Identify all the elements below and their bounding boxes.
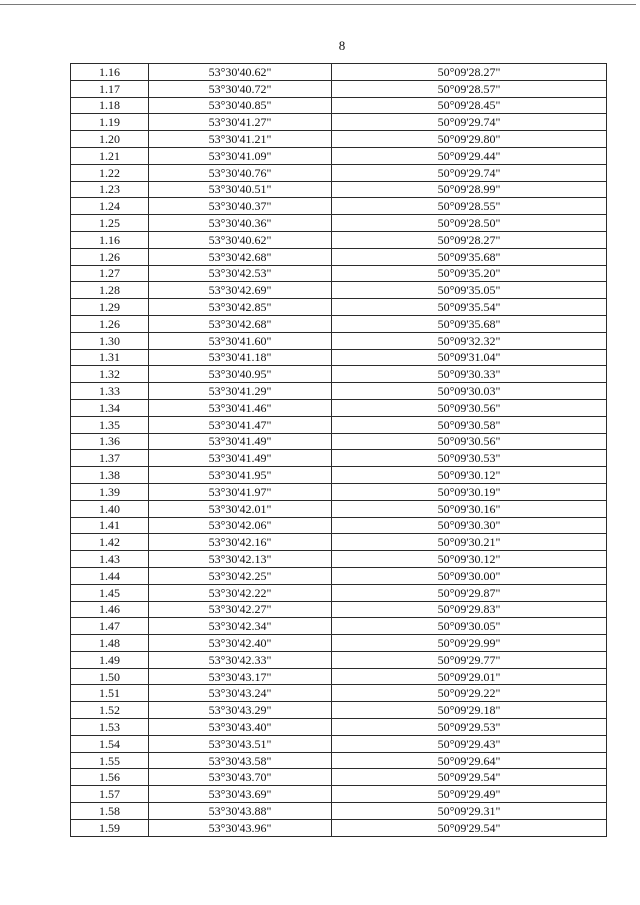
latitude-cell: 53°30'41.49" — [149, 450, 332, 467]
point-number-cell: 1.50 — [71, 668, 149, 685]
longitude-cell: 50°09'30.53" — [332, 450, 607, 467]
table-row — [71, 668, 607, 685]
latitude-cell: 53°30'41.29" — [149, 383, 332, 400]
longitude-cell: 50°09'29.54" — [332, 819, 607, 836]
longitude-cell: 50°09'30.00" — [332, 567, 607, 584]
point-number-cell: 1.26 — [71, 315, 149, 332]
latitude-cell: 53°30'40.72" — [149, 80, 332, 97]
longitude-cell: 50°09'29.43" — [332, 735, 607, 752]
latitude-cell: 53°30'42.25" — [149, 567, 332, 584]
table-row — [71, 719, 607, 736]
longitude-cell: 50°09'35.20" — [332, 265, 607, 282]
longitude-cell: 50°09'30.03" — [332, 383, 607, 400]
point-number-cell: 1.17 — [71, 80, 149, 97]
table-row — [71, 64, 607, 81]
longitude-cell: 50°09'28.50" — [332, 215, 607, 232]
longitude-cell: 50°09'32.32" — [332, 332, 607, 349]
table-row — [71, 567, 607, 584]
table-row — [71, 433, 607, 450]
table-row — [71, 198, 607, 215]
latitude-cell: 53°30'40.95" — [149, 366, 332, 383]
latitude-cell: 53°30'42.34" — [149, 618, 332, 635]
table-row — [71, 551, 607, 568]
point-number-cell: 1.51 — [71, 685, 149, 702]
table-row — [71, 786, 607, 803]
longitude-cell: 50°09'30.58" — [332, 416, 607, 433]
longitude-cell: 50°09'29.99" — [332, 635, 607, 652]
point-number-cell: 1.49 — [71, 651, 149, 668]
longitude-cell: 50°09'30.19" — [332, 483, 607, 500]
latitude-cell: 53°30'43.51" — [149, 735, 332, 752]
point-number-cell: 1.31 — [71, 349, 149, 366]
latitude-cell: 53°30'40.62" — [149, 231, 332, 248]
top-rule — [0, 4, 636, 5]
point-number-cell: 1.34 — [71, 399, 149, 416]
longitude-cell: 50°09'29.83" — [332, 601, 607, 618]
table-row — [71, 483, 607, 500]
point-number-cell: 1.25 — [71, 215, 149, 232]
longitude-cell: 50°09'29.44" — [332, 147, 607, 164]
point-number-cell: 1.54 — [71, 735, 149, 752]
latitude-cell: 53°30'42.53" — [149, 265, 332, 282]
table-row — [71, 618, 607, 635]
table-row — [71, 702, 607, 719]
latitude-cell: 53°30'40.51" — [149, 181, 332, 198]
latitude-cell: 53°30'43.17" — [149, 668, 332, 685]
longitude-cell: 50°09'30.56" — [332, 433, 607, 450]
latitude-cell: 53°30'42.85" — [149, 299, 332, 316]
latitude-cell: 53°30'41.95" — [149, 467, 332, 484]
point-number-cell: 1.35 — [71, 416, 149, 433]
latitude-cell: 53°30'43.70" — [149, 769, 332, 786]
latitude-cell: 53°30'42.68" — [149, 248, 332, 265]
point-number-cell: 1.30 — [71, 332, 149, 349]
longitude-cell: 50°09'29.01" — [332, 668, 607, 685]
table-row — [71, 215, 607, 232]
latitude-cell: 53°30'43.29" — [149, 702, 332, 719]
longitude-cell: 50°09'30.05" — [332, 618, 607, 635]
point-number-cell: 1.23 — [71, 181, 149, 198]
longitude-cell: 50°09'29.80" — [332, 131, 607, 148]
longitude-cell: 50°09'30.33" — [332, 366, 607, 383]
table-row — [71, 282, 607, 299]
table-row — [71, 97, 607, 114]
table-row — [71, 114, 607, 131]
latitude-cell: 53°30'41.21" — [149, 131, 332, 148]
table-row — [71, 517, 607, 534]
point-number-cell: 1.40 — [71, 500, 149, 517]
latitude-cell: 53°30'41.49" — [149, 433, 332, 450]
longitude-cell: 50°09'28.55" — [332, 198, 607, 215]
table-row — [71, 248, 607, 265]
longitude-cell: 50°09'29.22" — [332, 685, 607, 702]
table-row — [71, 131, 607, 148]
latitude-cell: 53°30'40.85" — [149, 97, 332, 114]
table-row — [71, 635, 607, 652]
latitude-cell: 53°30'40.36" — [149, 215, 332, 232]
point-number-cell: 1.37 — [71, 450, 149, 467]
latitude-cell: 53°30'43.88" — [149, 803, 332, 820]
point-number-cell: 1.43 — [71, 551, 149, 568]
longitude-cell: 50°09'35.68" — [332, 248, 607, 265]
longitude-cell: 50°09'28.57" — [332, 80, 607, 97]
latitude-cell: 53°30'40.37" — [149, 198, 332, 215]
point-number-cell: 1.45 — [71, 584, 149, 601]
longitude-cell: 50°09'30.12" — [332, 467, 607, 484]
latitude-cell: 53°30'41.97" — [149, 483, 332, 500]
point-number-cell: 1.32 — [71, 366, 149, 383]
latitude-cell: 53°30'41.18" — [149, 349, 332, 366]
latitude-cell: 53°30'41.60" — [149, 332, 332, 349]
table-row — [71, 164, 607, 181]
latitude-cell: 53°30'42.01" — [149, 500, 332, 517]
latitude-cell: 53°30'42.22" — [149, 584, 332, 601]
coordinates-table — [70, 63, 607, 837]
table-row — [71, 80, 607, 97]
latitude-cell: 53°30'41.46" — [149, 399, 332, 416]
table-row — [71, 685, 607, 702]
table-row — [71, 416, 607, 433]
point-number-cell: 1.41 — [71, 517, 149, 534]
point-number-cell: 1.58 — [71, 803, 149, 820]
latitude-cell: 53°30'43.40" — [149, 719, 332, 736]
longitude-cell: 50°09'29.64" — [332, 752, 607, 769]
longitude-cell: 50°09'28.45" — [332, 97, 607, 114]
table-row — [71, 383, 607, 400]
point-number-cell: 1.33 — [71, 383, 149, 400]
table-row — [71, 467, 607, 484]
point-number-cell: 1.42 — [71, 534, 149, 551]
table-row — [71, 601, 607, 618]
point-number-cell: 1.56 — [71, 769, 149, 786]
table-row — [71, 769, 607, 786]
longitude-cell: 50°09'28.99" — [332, 181, 607, 198]
latitude-cell: 53°30'43.24" — [149, 685, 332, 702]
latitude-cell: 53°30'42.13" — [149, 551, 332, 568]
longitude-cell: 50°09'29.74" — [332, 164, 607, 181]
point-number-cell: 1.21 — [71, 147, 149, 164]
table-row — [71, 819, 607, 836]
point-number-cell: 1.39 — [71, 483, 149, 500]
point-number-cell: 1.53 — [71, 719, 149, 736]
point-number-cell: 1.24 — [71, 198, 149, 215]
longitude-cell: 50°09'28.27" — [332, 64, 607, 81]
latitude-cell: 53°30'43.69" — [149, 786, 332, 803]
table-row — [71, 399, 607, 416]
point-number-cell: 1.36 — [71, 433, 149, 450]
latitude-cell: 53°30'42.33" — [149, 651, 332, 668]
point-number-cell: 1.48 — [71, 635, 149, 652]
latitude-cell: 53°30'41.27" — [149, 114, 332, 131]
longitude-cell: 50°09'29.77" — [332, 651, 607, 668]
longitude-cell: 50°09'30.30" — [332, 517, 607, 534]
table-row — [71, 584, 607, 601]
latitude-cell: 53°30'42.40" — [149, 635, 332, 652]
table-row — [71, 349, 607, 366]
table-row — [71, 147, 607, 164]
latitude-cell: 53°30'41.09" — [149, 147, 332, 164]
longitude-cell: 50°09'35.54" — [332, 299, 607, 316]
table-row — [71, 500, 607, 517]
table-row — [71, 315, 607, 332]
latitude-cell: 53°30'43.96" — [149, 819, 332, 836]
point-number-cell: 1.38 — [71, 467, 149, 484]
longitude-cell: 50°09'30.16" — [332, 500, 607, 517]
latitude-cell: 53°30'40.62" — [149, 64, 332, 81]
point-number-cell: 1.59 — [71, 819, 149, 836]
point-number-cell: 1.47 — [71, 618, 149, 635]
longitude-cell: 50°09'29.31" — [332, 803, 607, 820]
table-row — [71, 803, 607, 820]
table-row — [71, 651, 607, 668]
longitude-cell: 50°09'30.12" — [332, 551, 607, 568]
page-number: 8 — [338, 38, 346, 53]
longitude-cell: 50°09'29.87" — [332, 584, 607, 601]
point-number-cell: 1.16 — [71, 64, 149, 81]
table-row — [71, 534, 607, 551]
longitude-cell: 50°09'29.54" — [332, 769, 607, 786]
table-row — [71, 181, 607, 198]
latitude-cell: 53°30'40.76" — [149, 164, 332, 181]
latitude-cell: 53°30'42.27" — [149, 601, 332, 618]
latitude-cell: 53°30'42.69" — [149, 282, 332, 299]
table-row — [71, 450, 607, 467]
point-number-cell: 1.44 — [71, 567, 149, 584]
longitude-cell: 50°09'35.68" — [332, 315, 607, 332]
table-row — [71, 332, 607, 349]
point-number-cell: 1.27 — [71, 265, 149, 282]
longitude-cell: 50°09'30.21" — [332, 534, 607, 551]
coordinates-table-body — [71, 64, 607, 837]
longitude-cell: 50°09'30.56" — [332, 399, 607, 416]
longitude-cell: 50°09'35.05" — [332, 282, 607, 299]
point-number-cell: 1.52 — [71, 702, 149, 719]
latitude-cell: 53°30'41.47" — [149, 416, 332, 433]
point-number-cell: 1.22 — [71, 164, 149, 181]
longitude-cell: 50°09'29.53" — [332, 719, 607, 736]
longitude-cell: 50°09'31.04" — [332, 349, 607, 366]
table-row — [71, 265, 607, 282]
point-number-cell: 1.16 — [71, 231, 149, 248]
longitude-cell: 50°09'29.18" — [332, 702, 607, 719]
point-number-cell: 1.20 — [71, 131, 149, 148]
latitude-cell: 53°30'42.68" — [149, 315, 332, 332]
point-number-cell: 1.28 — [71, 282, 149, 299]
point-number-cell: 1.18 — [71, 97, 149, 114]
latitude-cell: 53°30'42.06" — [149, 517, 332, 534]
point-number-cell: 1.29 — [71, 299, 149, 316]
point-number-cell: 1.26 — [71, 248, 149, 265]
longitude-cell: 50°09'28.27" — [332, 231, 607, 248]
point-number-cell: 1.57 — [71, 786, 149, 803]
table-row — [71, 231, 607, 248]
latitude-cell: 53°30'43.58" — [149, 752, 332, 769]
point-number-cell: 1.46 — [71, 601, 149, 618]
point-number-cell: 1.55 — [71, 752, 149, 769]
longitude-cell: 50°09'29.49" — [332, 786, 607, 803]
table-row — [71, 752, 607, 769]
table-row — [71, 366, 607, 383]
table-row — [71, 735, 607, 752]
longitude-cell: 50°09'29.74" — [332, 114, 607, 131]
table-row — [71, 299, 607, 316]
point-number-cell: 1.19 — [71, 114, 149, 131]
latitude-cell: 53°30'42.16" — [149, 534, 332, 551]
